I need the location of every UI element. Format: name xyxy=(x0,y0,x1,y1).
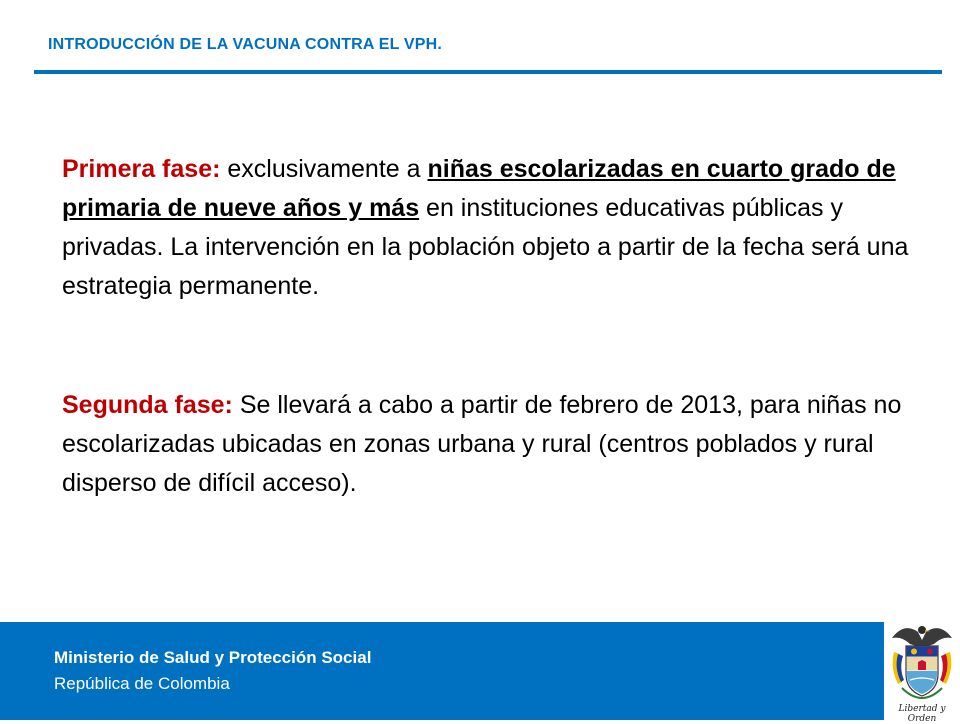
coat-of-arms-emblem xyxy=(884,618,960,724)
phase-two-label: Segunda fase: xyxy=(62,391,233,419)
phase-one-emphasis: niñas escolarizadas en cuarto grado de primaria de nueve años y más xyxy=(62,155,896,222)
colombia-coat-of-arms-icon xyxy=(884,618,960,704)
slide-title: INTRODUCCIÓN DE LA VACUNA CONTRA EL VPH. xyxy=(48,36,443,53)
phase-two-text: Se llevará a cabo a partir de febrero de 2013, para niñas no escolarizadas ubicadas en zonas urbana y rural (centros poblados y rural disperso de difícil acceso). xyxy=(62,391,902,497)
title-divider xyxy=(34,70,942,74)
footer-ministry-name: Ministerio de Salud y Protección Social xyxy=(54,648,372,667)
slide-body xyxy=(62,150,932,503)
emblem-motto: Libertad y Orden xyxy=(898,704,946,724)
phase-one-paragraph xyxy=(62,150,932,306)
phase-one-label: Primera fase: xyxy=(62,155,221,183)
phase-one-text-end: en instituciones educativas públicas y privadas. La intervención en la población objeto a partir de la fecha será una estrategia permanente. xyxy=(62,194,909,300)
phase-one-text-start: exclusivamente a xyxy=(220,155,428,183)
footer-bar xyxy=(0,622,884,720)
footer-country-name: República de Colombia xyxy=(54,674,230,693)
phase-two-paragraph xyxy=(62,386,932,503)
